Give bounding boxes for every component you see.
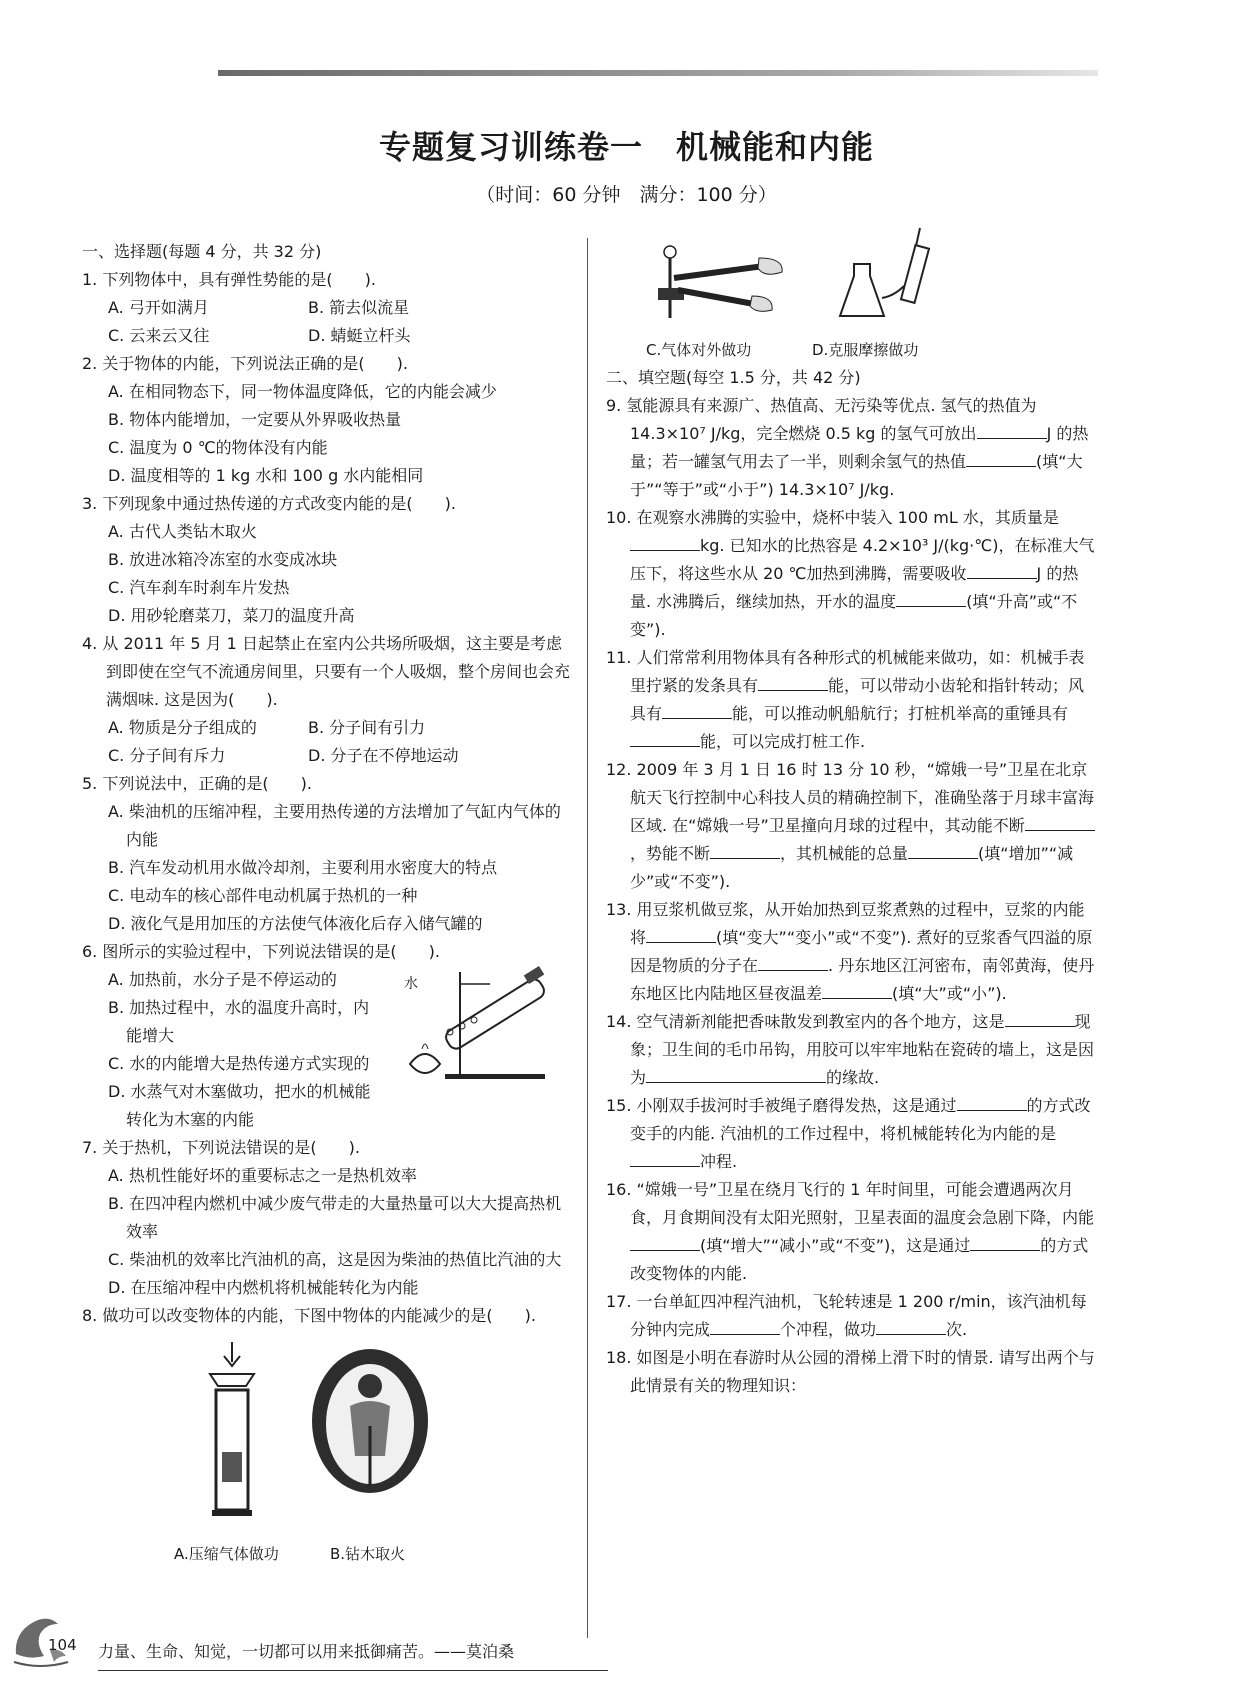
option-row bbox=[82, 742, 572, 770]
option-c[interactable]: C. 柴油机的效率比汽油机的高，这是因为柴油的热值比汽油的大 bbox=[108, 1250, 562, 1269]
option-row bbox=[82, 322, 572, 350]
question-text: 17. 一台单缸四冲程汽油机，飞轮转速是 1 200 r/min，该汽油机每分钟内完成 bbox=[606, 1292, 1087, 1339]
q8-figures-cd bbox=[606, 238, 1096, 364]
question-13 bbox=[606, 896, 1096, 1008]
option-c[interactable]: C. 水的内能增大是热传递方式实现的 bbox=[108, 1054, 370, 1073]
question-16 bbox=[606, 1176, 1096, 1288]
answer-blank[interactable] bbox=[662, 700, 732, 719]
option-d[interactable]: D. 温度相等的 1 kg 水和 100 g 水内能相同 bbox=[108, 466, 424, 485]
option-c[interactable]: C. 汽车刹车时刹车片发热 bbox=[108, 578, 290, 597]
question-text: 10. 在观察水沸腾的实验中，烧杯中装入 100 mL 水，其质量是 bbox=[606, 508, 1059, 527]
answer-blank[interactable] bbox=[646, 924, 716, 943]
question-text: 的方式改变手的内能. 汽油机的工作过程中，将机械能转化为内能的是 bbox=[630, 1096, 1091, 1143]
question-text: 现象；卫生间的毛巾吊钩，用胶可以牢牢地粘在瓷砖的墙上，这是因为 bbox=[630, 1012, 1095, 1087]
option-d[interactable]: D. 水蒸气对木塞做功，把水的机械能转化为木塞的内能 bbox=[108, 1082, 371, 1129]
question-18: 18. 如图是小明在春游时从公园的滑梯上滑下时的情景. 请写出两个与此情景有关的物理知识： bbox=[606, 1348, 1095, 1395]
question-text: J 的热量. 水沸腾后，继续加热，开水的温度 bbox=[630, 564, 1079, 611]
question-text: 冲程. bbox=[700, 1152, 738, 1171]
answer-blank[interactable] bbox=[896, 588, 966, 607]
question-15 bbox=[606, 1092, 1096, 1176]
question-text: (填“增大”“减小”或“不变”)，这是通过 bbox=[700, 1236, 971, 1255]
option-b[interactable]: B. 物体内能增加，一定要从外界吸收热量 bbox=[108, 410, 402, 429]
question-text: 15. 小刚双手拔河时手被绳子磨得发热，这是通过 bbox=[606, 1096, 957, 1115]
option-a[interactable]: A. 加热前，水分子是不停运动的 bbox=[108, 970, 337, 989]
question-stem: 2. 关于物体的内能，下列说法正确的是( ). bbox=[82, 354, 408, 373]
question-stem: 7. 关于热机，下列说法错误的是( ). bbox=[82, 1138, 360, 1157]
question-2 bbox=[82, 350, 572, 490]
question-9 bbox=[606, 392, 1096, 504]
question-text: (填“大于”“等于”或“小于”) 14.3×10⁷ J/kg. bbox=[630, 452, 1083, 499]
answer-blank[interactable] bbox=[630, 728, 700, 747]
figure-caption-b: B.钻木取火 bbox=[330, 1545, 406, 1563]
option-b[interactable]: B. 加热过程中，水的温度升高时，内能增大 bbox=[108, 998, 370, 1045]
figure-caption-c: C.气体对外做功 bbox=[646, 341, 752, 359]
right-column bbox=[606, 238, 1096, 1400]
question-6 bbox=[82, 938, 572, 1134]
page-subtitle: （时间：60 分钟 满分：100 分） bbox=[476, 184, 777, 206]
option-d[interactable]: D. 分子在不停地运动 bbox=[308, 746, 459, 765]
answer-blank[interactable] bbox=[1025, 812, 1095, 831]
footer-rule bbox=[98, 1670, 608, 1671]
option-c[interactable]: C. 温度为 0 ℃的物体没有内能 bbox=[108, 438, 328, 457]
answer-blank[interactable] bbox=[758, 952, 828, 971]
question-text: . 丹东地区江河密布，南邻黄海，使丹东地区比内陆地区昼夜温差 bbox=[630, 956, 1095, 1003]
page-footer bbox=[0, 1618, 1253, 1686]
option-d[interactable]: D. 用砂轮磨菜刀，菜刀的温度升高 bbox=[108, 606, 355, 625]
question-text: 能，可以推动帆船航行；打桩机举高的重锤具有 bbox=[732, 704, 1069, 723]
option-c[interactable]: C. 云来云又往 bbox=[108, 326, 210, 345]
page-title: 专题复习训练卷一 机械能和内能 bbox=[378, 128, 874, 166]
section-heading: 一、选择题(每题 4 分，共 32 分) bbox=[82, 242, 322, 261]
q8-figures bbox=[82, 1330, 572, 1570]
section-heading: 二、填空题(每空 1.5 分，共 42 分) bbox=[606, 368, 861, 387]
answer-blank[interactable] bbox=[967, 560, 1037, 579]
option-b[interactable]: B. 箭去似流星 bbox=[308, 298, 410, 317]
option-row bbox=[82, 714, 572, 742]
question-text: 的方式改变物体的内能. bbox=[630, 1236, 1089, 1283]
question-text: ，势能不断 bbox=[630, 844, 711, 863]
question-7 bbox=[82, 1134, 572, 1302]
gas-work-figure bbox=[654, 238, 804, 328]
answer-blank[interactable] bbox=[630, 1148, 700, 1167]
option-a[interactable]: A. 在相同物态下，同一物体温度降低，它的内能会减少 bbox=[108, 382, 497, 401]
question-3 bbox=[82, 490, 572, 630]
answer-blank[interactable] bbox=[1005, 1008, 1075, 1027]
question-11 bbox=[606, 644, 1096, 756]
question-stem: 4. 从 2011 年 5 月 1 日起禁止在室内公共场所吸烟，这主要是考虑到即使在空气不流通房间里，只要有一个人吸烟，整个房间也会充满烟味. 这是因为( ). bbox=[82, 634, 571, 709]
question-text: 9. 氢能源具有来源广、热值高、无污染等优点. 氢气的热值为 14.3×10⁷ J/kg，完全燃烧 0.5 kg 的氢气可放出 bbox=[606, 396, 1037, 443]
question-text: 个冲程，做功 bbox=[780, 1320, 877, 1339]
drill-wood-figure bbox=[310, 1346, 430, 1496]
test-tube-figure bbox=[400, 964, 550, 1084]
option-b[interactable]: B. 汽车发动机用水做冷却剂，主要利用水密度大的特点 bbox=[108, 858, 498, 877]
answer-blank[interactable] bbox=[758, 672, 828, 691]
answer-blank[interactable] bbox=[876, 1316, 946, 1335]
figure-caption-d: D.克服摩擦做功 bbox=[812, 341, 919, 359]
question-text: (填“升高”或“不变”). bbox=[630, 592, 1078, 639]
option-b[interactable]: B. 分子间有引力 bbox=[308, 718, 426, 737]
answer-blank[interactable] bbox=[630, 1232, 700, 1251]
question-14 bbox=[606, 1008, 1096, 1092]
question-text: J 的热量；若一罐氢气用去了一半，则剩余氢气的热值 bbox=[630, 424, 1089, 471]
answer-blank[interactable] bbox=[966, 448, 1036, 467]
question-text: (填“变大”“变小”或“不变”). 煮好的豆浆香气四溢的原因是物质的分子在 bbox=[630, 928, 1093, 975]
left-column bbox=[82, 238, 572, 1570]
question-text: 次. bbox=[946, 1320, 968, 1339]
question-10 bbox=[606, 504, 1096, 644]
answer-blank[interactable] bbox=[970, 1232, 1040, 1251]
question-12 bbox=[606, 756, 1096, 896]
question-8 bbox=[82, 1302, 572, 1570]
answer-blank[interactable] bbox=[908, 840, 978, 859]
page-number: 104 bbox=[48, 1636, 77, 1654]
question-text: 能，可以带动小齿轮和指针转动；风具有 bbox=[630, 676, 1085, 723]
option-c[interactable]: C. 分子间有斥力 bbox=[108, 746, 226, 765]
question-text: (填“大”或“小”). bbox=[892, 984, 1007, 1003]
option-row bbox=[82, 294, 572, 322]
question-text: 12. 2009 年 3 月 1 日 16 时 13 分 10 秒，“嫦娥一号”卫星在北京航天飞行控制中心科技人员的精确控制下，准确坠落于月球丰富海区域. 在“嫦娥一号”卫星撞向月球的过程中，其动能不断 bbox=[606, 760, 1095, 835]
question-1 bbox=[82, 266, 572, 350]
answer-blank[interactable] bbox=[977, 420, 1047, 439]
question-stem: 3. 下列现象中通过热传递的方式改变内能的是( ). bbox=[82, 494, 456, 513]
question-text: kg. 已知水的比热容是 4.2×10³ J/(kg·℃)，在标准大气压下，将这些水从 20 ℃加热到沸腾，需要吸收 bbox=[630, 536, 1095, 583]
option-a[interactable]: A. 热机性能好坏的重要标志之一是热机效率 bbox=[108, 1166, 417, 1185]
footer-quote: 力量、生命、知觉，一切都可以用来抵御痛苦。——莫泊桑 bbox=[98, 1642, 515, 1661]
question-text: 的缘故. bbox=[826, 1068, 880, 1087]
option-b[interactable]: B. 在四冲程内燃机中减少废气带走的大量热量可以大大提高热机效率 bbox=[108, 1194, 562, 1241]
column-divider bbox=[587, 238, 588, 1638]
question-text: 16. “嫦娥一号”卫星在绕月飞行的 1 年时间里，可能会遭遇两次月食，月食期间没有太阳光照射，卫星表面的温度会急剧下降，内能 bbox=[606, 1180, 1095, 1227]
answer-blank[interactable] bbox=[710, 1316, 780, 1335]
option-a[interactable]: A. 古代人类钻木取火 bbox=[108, 522, 257, 541]
option-d[interactable]: D. 蜻蜓立杆头 bbox=[308, 326, 411, 345]
answer-blank[interactable] bbox=[710, 840, 780, 859]
figure-caption-a: A.压缩气体做功 bbox=[174, 1545, 279, 1563]
friction-work-figure bbox=[834, 226, 944, 326]
option-a[interactable]: A. 物质是分子组成的 bbox=[108, 718, 257, 737]
question-stem: 8. 做功可以改变物体的内能，下图中物体的内能减少的是( ). bbox=[82, 1306, 536, 1325]
compress-gas-figure bbox=[202, 1342, 262, 1522]
question-text: 14. 空气清新剂能把香味散发到教室内的各个地方，这是 bbox=[606, 1012, 1005, 1031]
question-17 bbox=[606, 1288, 1096, 1344]
question-stem: 1. 下列物体中，具有弹性势能的是( ). bbox=[82, 270, 376, 289]
question-text: ，其机械能的总量 bbox=[780, 844, 909, 863]
question-stem: 6. 图所示的实验过程中，下列说法错误的是( ). bbox=[82, 942, 440, 961]
option-a[interactable]: A. 弓开如满月 bbox=[108, 298, 209, 317]
figure-label-water: 水 bbox=[404, 976, 418, 992]
option-b[interactable]: B. 放进冰箱冷冻室的水变成冰块 bbox=[108, 550, 338, 569]
option-a[interactable]: A. 柴油机的压缩冲程，主要用热传递的方法增加了气缸内气体的内能 bbox=[108, 802, 561, 849]
answer-blank[interactable] bbox=[957, 1092, 1027, 1111]
question-5 bbox=[82, 770, 572, 938]
question-text: 13. 用豆浆机做豆浆，从开始加热到豆浆煮熟的过程中，豆浆的内能将 bbox=[606, 900, 1085, 947]
question-4 bbox=[82, 630, 572, 770]
question-text: 11. 人们常常利用物体具有各种形式的机械能来做功，如：机械手表里拧紧的发条具有 bbox=[606, 648, 1085, 695]
answer-blank[interactable] bbox=[822, 980, 892, 999]
question-text: 能，可以完成打桩工作. bbox=[700, 732, 866, 751]
answer-blank[interactable] bbox=[630, 532, 700, 551]
header-bar bbox=[218, 70, 1098, 76]
question-text: (填“增加”“减少”或“不变”). bbox=[630, 844, 1074, 891]
option-c[interactable]: C. 电动车的核心部件电动机属于热机的一种 bbox=[108, 886, 418, 905]
option-d[interactable]: D. 在压缩冲程中内燃机将机械能转化为内能 bbox=[108, 1278, 419, 1297]
answer-blank[interactable] bbox=[646, 1064, 826, 1083]
option-d[interactable]: D. 液化气是用加压的方法使气体液化后存入储气罐的 bbox=[108, 914, 483, 933]
question-stem: 5. 下列说法中，正确的是( ). bbox=[82, 774, 312, 793]
